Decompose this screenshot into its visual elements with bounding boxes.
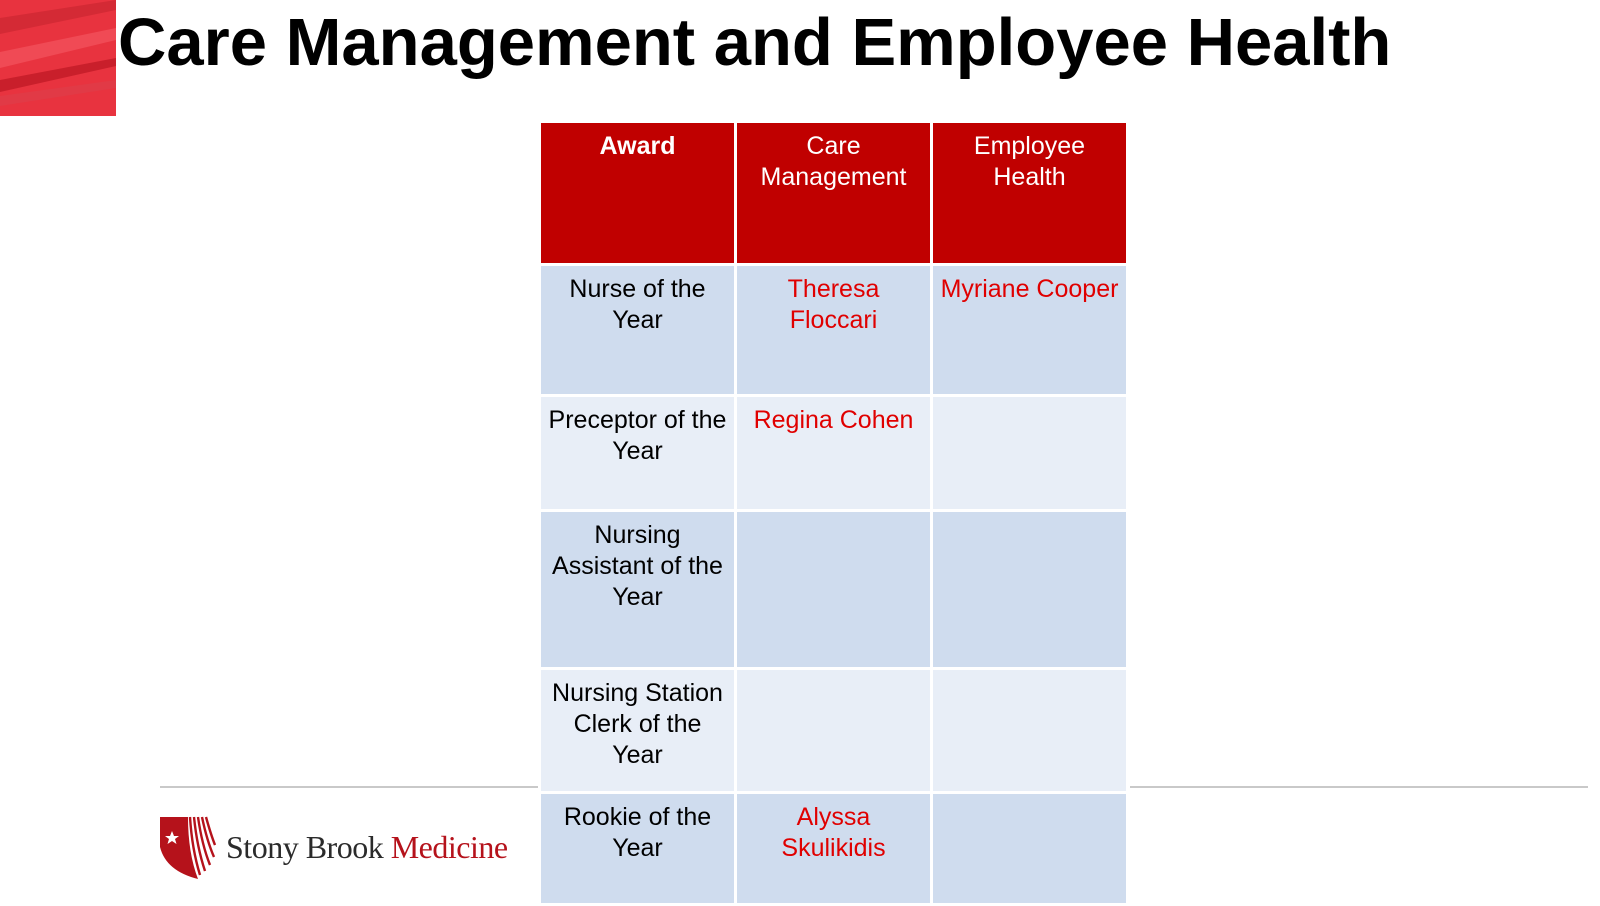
employee-health-winner-cell [932,793,1128,905]
corner-stripes-icon [0,0,116,116]
corner-accent-graphic [0,0,116,116]
table-row [540,511,1128,669]
header-employee-health: Employee Health [932,122,1128,265]
care-management-winner-cell [736,511,932,669]
footer-divider-left [160,786,538,788]
care-management-winner-cell: Regina Cohen [736,396,932,511]
table-row [540,396,1128,511]
employee-health-winner-cell [932,511,1128,669]
footer-divider-right [1130,786,1588,788]
award-name-cell: Rookie of the Year [540,793,736,905]
logo-word-medicine: Medicine [390,828,508,865]
employee-health-winner-cell [932,396,1128,511]
logo-word-stony-brook: Stony Brook [226,828,384,865]
employee-health-winner-cell: Myriane Cooper [932,265,1128,396]
care-management-winner-cell: Theresa Floccari [736,265,932,396]
header-care-management: Care Management [736,122,932,265]
table-header-row [540,122,1128,265]
page-title: Care Management and Employee Health [118,5,1392,80]
table-row [540,265,1128,396]
header-award: Award [540,122,736,265]
care-management-winner-cell [736,669,932,793]
employee-health-winner-cell [932,669,1128,793]
awards-table [538,120,1129,906]
award-name-cell: Nursing Station Clerk of the Year [540,669,736,793]
stony-brook-medicine-logo [158,812,508,882]
table-row [540,669,1128,793]
table-row [540,793,1128,905]
award-name-cell: Nurse of the Year [540,265,736,396]
shield-star-icon [158,813,216,881]
award-name-cell: Preceptor of the Year [540,396,736,511]
logo-wordmark [226,829,508,866]
care-management-winner-cell: Alyssa Skulikidis [736,793,932,905]
award-name-cell: Nursing Assistant of the Year [540,511,736,669]
